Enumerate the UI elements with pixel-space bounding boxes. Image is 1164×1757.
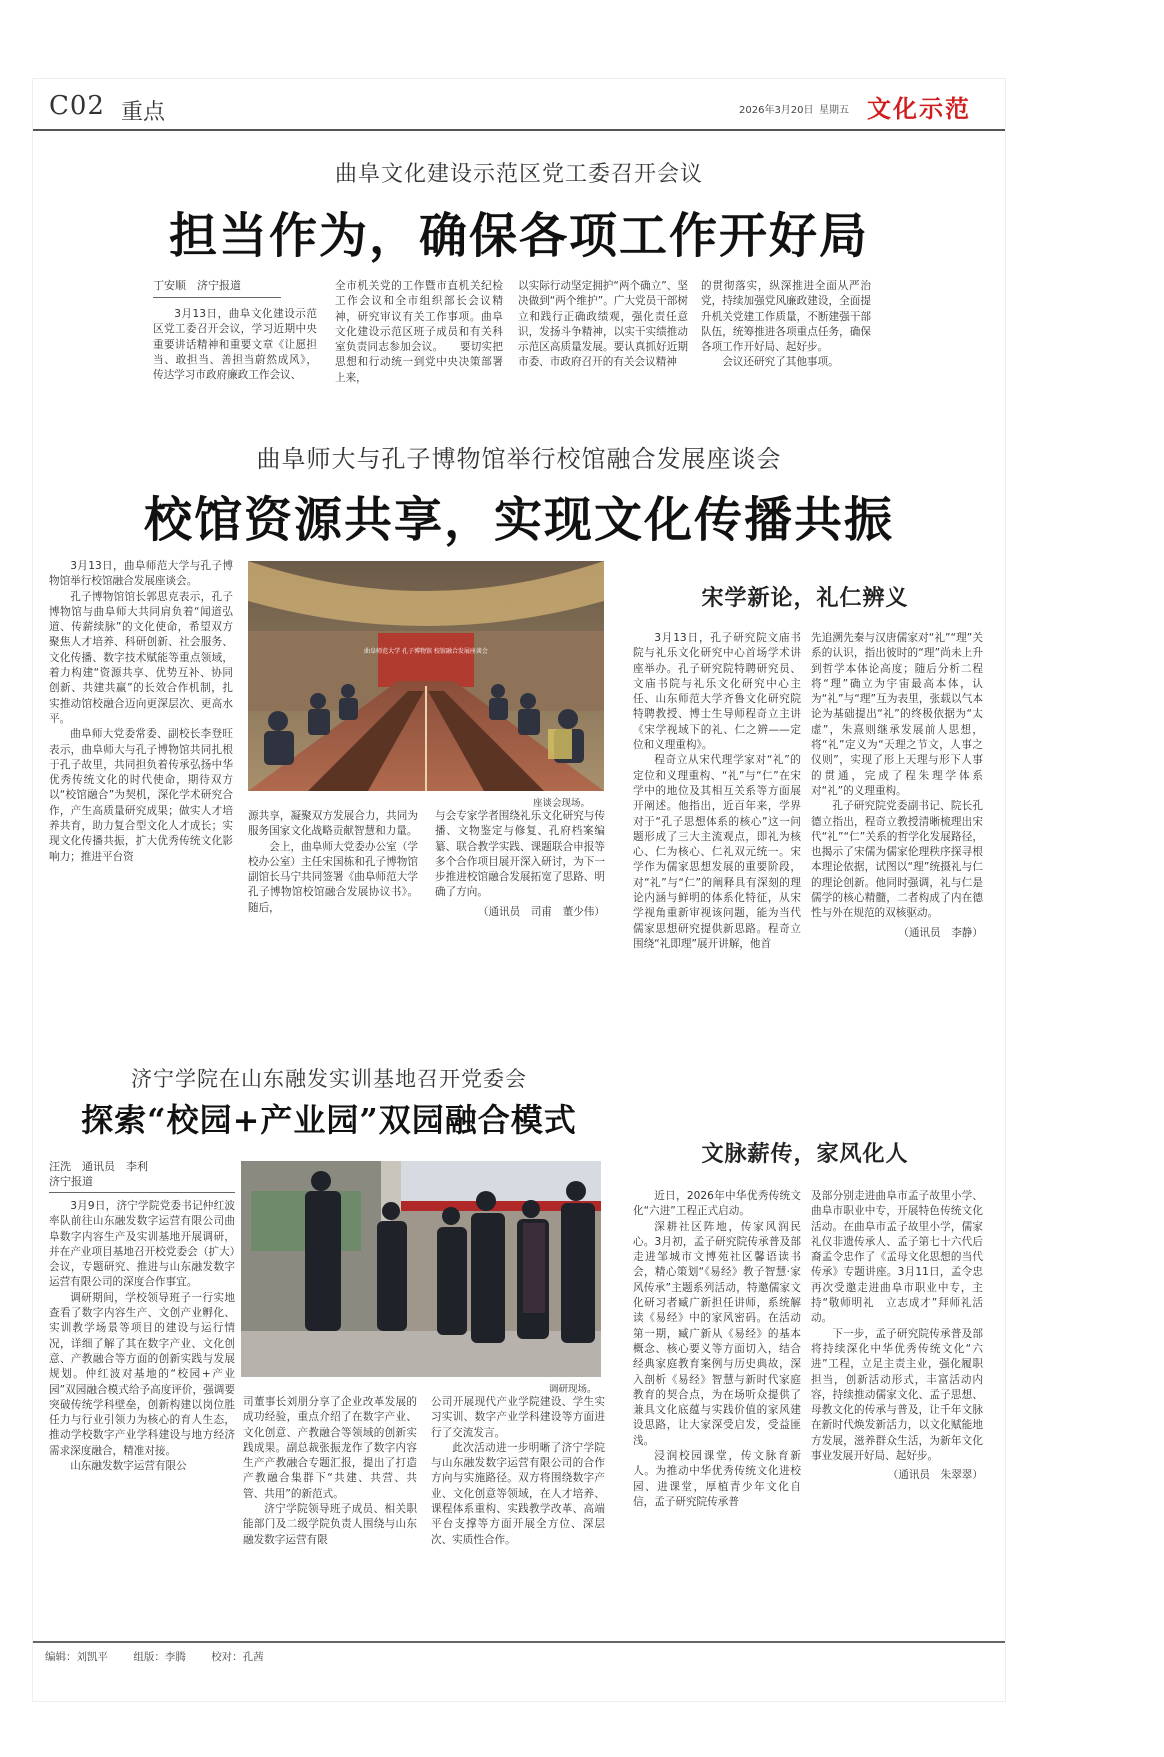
article1-byline xyxy=(153,277,281,298)
proofreader-credit: 校对：孔茜 xyxy=(211,1651,264,1663)
paragraph: 调研期间，学校领导班子一行实地查看了数字内容生产、文创产业孵化、实训教学场景等项目的建设与运行情况，详细了解了其在数字产业、文化创意、产教融合等方面的创新实践与发展规划。仲红波对基地的“校园+产业园”双园融合模式给予高度评价，强调要突破传统学科壁垒，创新构建以岗位胜任力与行业引领力为核心的育人生态，推动学校数字产业学科建设与地方经济需求深度融合，精准对接。 xyxy=(49,1291,235,1457)
article4-kicker: 济宁学院在山东融发实训基地召开党委会 xyxy=(131,1067,527,1091)
footer-rule xyxy=(33,1641,1005,1643)
paragraph: 会上，曲阜师大党委办公室（学校办公室）主任宋国栋和孔子博物馆副馆长马宁共同签署《曲阜师范大学孔子博物馆校馆融合发展协议书》。随后， xyxy=(248,840,418,914)
photo-caption: 座谈会现场。 xyxy=(533,798,591,809)
paragraph: 全市机关党的工作暨市直机关纪检工作会议和全市组织部长会议精神，研究审议有关工作事项。曲阜文化建设示范区班子成员和有关科室负责同志参加会议。 要切实把思想和行动统一到党中央决策部署上来， xyxy=(335,280,503,384)
byline-text: 丁安顺 济宁报道 xyxy=(153,277,281,298)
paragraph: 公司开展现代产业学院建设、学生实习实训、数字产业学科建设等方面进行了交流发言。 xyxy=(431,1396,605,1439)
issue-date: 2026年3月20日 xyxy=(739,105,814,116)
site-visit-photo xyxy=(241,1161,601,1377)
byline-text: 汪洗 通讯员 李利 xyxy=(49,1160,148,1173)
paragraph: 孔子研究院党委副书记、院长孔德立指出，程奇立教授清晰梳理出宋代“礼”“仁”关系的哲学化发展路径，也揭示了宋儒为儒家伦理秩序探寻根本理论依据，试图以“理”统摄礼与仁的理论创新。他同时强调，礼与仁是儒学的核心精髓，二者构成了内在德性与外在规范的双核驱动。 xyxy=(811,800,983,920)
paragraph: 此次活动进一步明晰了济宁学院与山东融发数字运营有限公司的合作方向与实施路径。双方将围绕数字产业、文化创意等领域，在人才培养、课程体系重构、实践教学改革、高端平台支撑等方面开展全方位、深层次、实质性合作。 xyxy=(431,1441,605,1546)
site-visit-illustration xyxy=(241,1161,601,1377)
article2-column xyxy=(49,559,233,865)
paragraph: 3月9日，济宁学院党委书记仲红波率队前往山东融发数字运营有限公司曲阜数字内容生产及实训基地开展调研，并在产业项目基地召开校党委会（扩大）会议，专题研究、推进与山东融发数字运营有限公司的深度合作事宜。 xyxy=(49,1200,235,1289)
meeting-room-illustration xyxy=(248,561,604,791)
article1-column xyxy=(335,279,503,386)
article2-column xyxy=(248,809,418,916)
paragraph: 下一步，孟子研究院传承普及部将持续深化中华优秀传统文化“六进”工程，立足主责主业，强化履职担当，创新活动形式，丰富活动内容，持续推动儒家文化、孟子思想、母教文化的传承与普及，让千年文脉在新时代焕发新活力，以文化赋能地方发展，滋养群众生活，为新年文化事业发展开好局、起好步。 xyxy=(811,1327,983,1463)
paragraph: 的贯彻落实，纵深推进全面从严治党，持续加强党风廉政建设，全面提升机关党建工作质量，不断建强干部队伍，统筹推进各项重点任务，确保各项工作开好局、起好步。 xyxy=(701,280,871,354)
paragraph: 济宁学院领导班子成员、相关职能部门及二级学院负责人围绕与山东融发数字运营有限 xyxy=(243,1503,417,1546)
article5-headline: 文脉薪传，家风化人 xyxy=(701,1141,909,1167)
article2-kicker: 曲阜师大与孔子博物馆举行校馆融合发展座谈会 xyxy=(256,445,782,473)
page-code: C02 xyxy=(49,91,105,121)
header-rule xyxy=(33,129,1005,131)
paragraph: 程奇立从宋代理学家对“礼”的定位和义理重构、“礼”与“仁”在宋学中的地位及其相互关系等方面展开阐述。他指出，近百年来，学界对于“孔子思想体系的核心”这一问题形成了三大主流观点，即礼为核心、仁为核心、仁礼双元统一。宋学作为儒家思想发展的重要阶段，对“礼”与“仁”的阐释具有深刻的理论内涵与鲜明的体系化特征，从宋学视角重新审视该问题，能为当代儒家思想研究提供新思路。程奇立围绕“礼即理”展开讲解，他首 xyxy=(633,754,801,950)
article4-column xyxy=(49,1199,235,1474)
paragraph: 源共享，凝聚双方发展合力，共同为服务国家文化战略贡献智慧和力量。 xyxy=(248,810,418,838)
article4-column xyxy=(243,1395,417,1548)
photo-caption: 调研现场。 xyxy=(549,1384,597,1395)
article1-column xyxy=(518,279,688,371)
screen-banner xyxy=(378,633,474,687)
reporter-signature: （通讯员 李静） xyxy=(898,926,983,939)
paragraph: 会议还研究了其他事项。 xyxy=(722,356,839,369)
article3-headline: 宋学新论，礼仁辨义 xyxy=(701,585,909,611)
newspaper-page xyxy=(32,78,1006,1702)
reporter-signature: （通讯员 司甫 董少伟） xyxy=(477,905,605,918)
article3-column xyxy=(633,631,801,952)
meeting-photo xyxy=(248,561,604,791)
paragraph: 孔子博物馆馆长郭思克表示，孔子博物馆与曲阜师大共同肩负着“闻道弘道、传薪续脉”的文化使命，希望双方聚焦人才培养、科研创新、社会服务、文化传播、数字技术赋能等重点领域，着力构建“资源共享、优势互补、协同创新、共建共赢”的长效合作机制，扎实推动馆校融合迈向更深层次、更高水平。 xyxy=(49,590,233,725)
brand-logo: 文化示范 xyxy=(867,94,971,123)
article1-column xyxy=(701,279,871,371)
article2-headline: 校馆资源共享，实现文化传播共振 xyxy=(143,492,894,548)
paragraph: 3月13日，孔子研究院文庙书院与礼乐文化研究中心首场学术讲座举办。孔子研究院特聘研究员、文庙书院与礼乐文化研究中心主任、山东师范大学齐鲁文化研究院特聘教授、博士生导师程奇立主讲《宋学视域下的礼、仁之辨——定位和义理重构》。 xyxy=(633,632,801,752)
article1-column xyxy=(153,307,317,383)
article4-column xyxy=(431,1395,605,1548)
issue-weekday: 星期五 xyxy=(819,105,849,116)
paragraph: 以实际行动坚定拥护“两个确立”、坚决做到“两个维护”。广大党员干部树立和践行正确政绩观，强化责任意识，发扬斗争精神，以实干实绩推动示范区高质量发展。要认真抓好近期市委、市政府召开的有关会议精神 xyxy=(518,280,688,369)
article4-byline xyxy=(49,1159,235,1193)
paragraph: 及部分别走进曲阜市孟子故里小学、曲阜市职业中专，开展特色传统文化活动。在曲阜市孟子故里小学，儒家礼仪非遗传承人、孟子第七十六代后裔孟令忠作了《孟母文化思想的当代传承》专题讲座。3月11日，孟令忠再次受邀走进曲阜市职业中专，主持“敬师明礼 立志成才”拜师礼活动。 xyxy=(811,1190,983,1325)
section-label: 重点 xyxy=(121,100,166,125)
paragraph: 与会专家学者围绕礼乐文化研究与传播、文物鉴定与修复、孔府档案编纂、联合教学实践、课题联合申报等多个合作项目展开深入研讨，为下一步推进校馆融合发展拓宽了思路、明确了方向。 xyxy=(435,810,605,899)
article5-column xyxy=(633,1189,801,1510)
reporter-signature: （通讯员 朱翠翠） xyxy=(887,1469,983,1482)
paragraph: 山东融发数字运营有限公 xyxy=(70,1460,187,1473)
paragraph: 3月13日，曲阜文化建设示范区党工委召开会议，学习近期中央重要讲话精神和重要文章《让愿担当、敢担当、善担当蔚然成风》，传达学习市政府廉政工作会议、 xyxy=(153,308,317,382)
banner-text: 曲阜师范大学 孔子博物馆 校馆融合发展座谈会 xyxy=(364,648,488,655)
paragraph: 司董事长刘朋分享了企业改革发展的成功经验，重点介绍了在数字产业、文化创意、产教融合等领域的创新实践成果。副总裁张振龙作了数字内容生产产教融合专题汇报，提出了打造产教融合集群下“共建、共营、共管、共用”的新范式。 xyxy=(243,1396,417,1500)
article5-column xyxy=(811,1189,983,1484)
editor-credit: 编辑：刘凯平 xyxy=(45,1651,108,1663)
paragraph: 深耕社区阵地，传家风润民心。3月初，孟子研究院传承普及部走进邹城市文博苑社区馨语读书会，精心策划“《易经》教子智慧·家风传承”主题系列活动，特邀儒家文化研习者臧广新担任讲师，系统解读《易经》中的家风密码。在活动第一期，臧广新从《易经》的基本概念、核心要义等方面切入，结合经典家庭教育案例与历史典故，深入剖析《易经》智慧与新时代家庭教育的契合点，为在场听众提供了兼具文化底蕴与实践价值的家风建设思路，让大家深受启发，受益匪浅。 xyxy=(633,1220,801,1447)
article1-headline: 担当作为，确保各项工作开好局 xyxy=(168,208,869,264)
article4-headline: 探索“校园+产业园”双园融合模式 xyxy=(81,1101,577,1139)
article1-kicker: 曲阜文化建设示范区党工委召开会议 xyxy=(334,162,703,187)
layout-credit: 组版：李腾 xyxy=(133,1651,186,1663)
page-credits xyxy=(45,1649,286,1664)
paragraph: 先追溯先秦与汉唐儒家对“礼”“理”关系的认识，指出彼时的“理”尚未上升到哲学本体论高度；随后分析二程将“理”确立为宇宙最高本体，认为“礼”与“理”互为表里，张载以气本论为基础提出“礼”的终极依据为“太虚”，朱熹则继承发展前人思想，将“礼”定义为“天理之节文，人事之仪则”，实现了形上天理与形下人事的贯通，完成了程朱理学体系对“礼”的义理重构。 xyxy=(811,632,983,797)
article2-column xyxy=(435,809,605,920)
byline-text: 济宁报道 xyxy=(49,1175,93,1188)
paragraph: 近日，2026年中华优秀传统文化“六进”工程正式启动。 xyxy=(633,1190,801,1218)
article3-column xyxy=(811,631,983,941)
paragraph: 浸润校园课堂，传文脉育新人。为推动中华优秀传统文化进校园、进课堂，厚植青少年文化自信，孟子研究院传承普 xyxy=(633,1450,801,1508)
paragraph: 曲阜师大党委常委、副校长李登旺表示，曲阜师大与孔子博物馆共同扎根于孔子故里，共同担负着传承弘扬中华优秀传统文化的时代使命，期待双方以“校馆融合”为契机，深化学术研究合作，产生高质量研究成果；做实人才培养共育，助力复合型文化人才成长；实现文化传播共振，扩大优秀传统文化影响力；推进平台资 xyxy=(49,728,233,863)
paragraph: 3月13日，曲阜师范大学与孔子博物馆举行校馆融合发展座谈会。 xyxy=(49,560,233,588)
